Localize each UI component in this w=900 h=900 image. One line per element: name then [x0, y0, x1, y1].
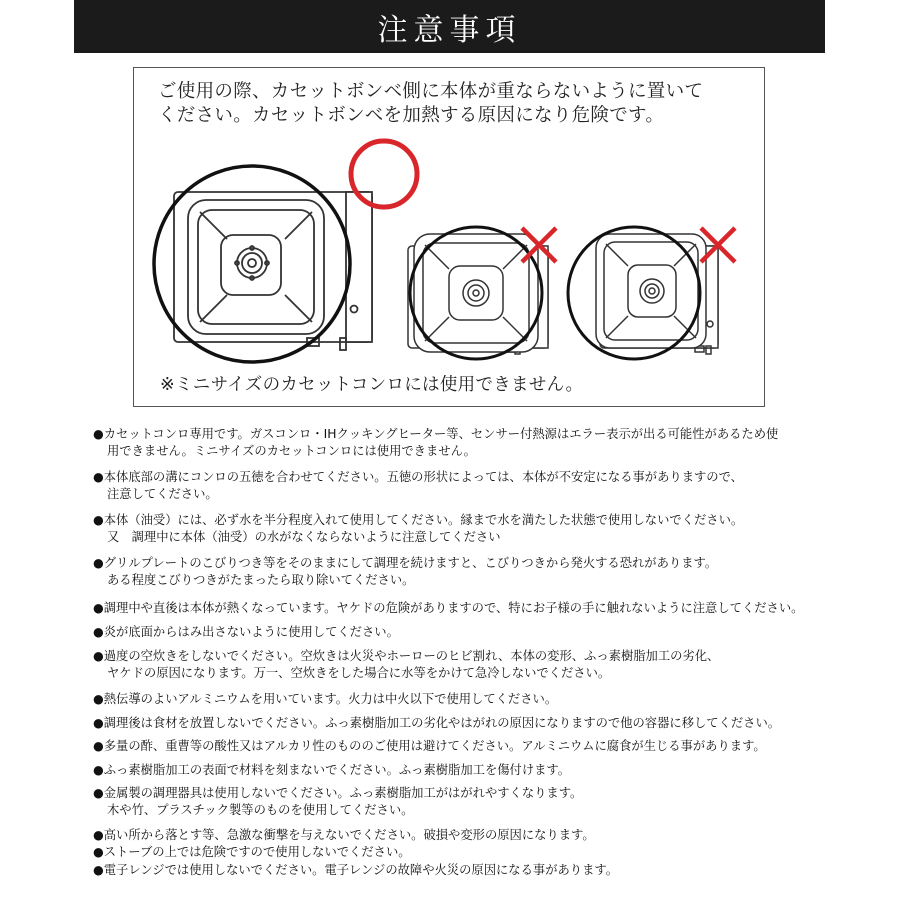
- bullet: ●: [93, 828, 104, 842]
- note-text: 本体底部の溝にコンロの五徳を合わせてください。五徳の形状によっては、本体が不安定になる事がありますので、: [103, 470, 743, 484]
- note-text: 調理後は食材を放置しないでください。ふっ素樹脂加工の劣化やはがれの原因になりますので他の容器に移してください。: [103, 716, 781, 730]
- correct-placement: [154, 166, 372, 362]
- note-line: [93, 762, 570, 779]
- caution-footnote: ※ミニサイズのカセットコンロには使用できません。: [160, 375, 584, 395]
- bullet: ●: [93, 716, 104, 730]
- note-item: [93, 555, 717, 589]
- note-line: [93, 665, 719, 682]
- incorrect-placement-2: [568, 227, 718, 359]
- note-text: ストーブの上では危険ですので使用しないでください。: [103, 845, 411, 859]
- note-item: [93, 844, 411, 861]
- bullet: ●: [93, 513, 104, 527]
- note-line: [93, 785, 582, 802]
- note-line: [93, 469, 743, 486]
- bullet: ●: [93, 470, 104, 484]
- caution-line: ご使用の際、カセットボンベ側に本体が重ならないように置いて: [158, 81, 704, 102]
- note-text: 金属製の調理器具は使用しないでください。ふっ素樹脂加工がはがれやすくなります。: [103, 786, 583, 800]
- bullet: ●: [93, 601, 104, 615]
- note-line: [93, 844, 411, 861]
- bullet: ●: [93, 625, 104, 639]
- note-item: [93, 827, 595, 844]
- note-text: 高い所から落とす等、急激な衝撃を与えないでください。破損や変形の原因になります。: [103, 828, 595, 842]
- note-text: グリルプレートのこびりつき等をそのままにして調理を続けますと、こびりつきから発火する恐れがあります。: [103, 556, 718, 570]
- note-item: [93, 426, 778, 460]
- note-text: 本体（油受）には、必ず水を半分程度入れて使用してください。縁まで水を満たした状態で使用しないでください。: [103, 513, 744, 527]
- note-text: 又 調理中に本体（油受）の水がなくならないように注意してください: [107, 530, 501, 544]
- note-item: [93, 862, 618, 879]
- bullet: ●: [93, 786, 104, 800]
- note-line: [93, 512, 743, 529]
- note-line: [93, 738, 766, 755]
- caution-box: [133, 67, 765, 407]
- note-text: 用できません。ミニサイズのカセットコンロには使用できません。: [107, 444, 476, 458]
- note-text: ふっ素樹脂加工の表面で材料を刻まないでください。ふっ素樹脂加工を傷付けます。: [103, 763, 571, 777]
- page-title: 注意事項: [377, 12, 522, 48]
- bullet: ●: [93, 556, 104, 570]
- note-item: [93, 624, 399, 641]
- page-title-bar: [74, 0, 825, 53]
- note-text: ヤケドの原因になります。万一、空炊きをした場合に水等をかけて急冷しないでください。: [107, 666, 611, 680]
- note-text: 電子レンジでは使用しないでください。電子レンジの故障や火災の原因になる事があります。: [103, 863, 618, 877]
- note-line: [93, 802, 582, 819]
- note-text: 炎が底面からはみ出さないように使用してください。: [103, 625, 399, 639]
- note-item: [93, 600, 803, 617]
- note-text: 過度の空炊きをしないでください。空炊きは火災やホーローのヒビ割れ、本体の変形、ふっ素樹脂加工の劣化、: [103, 649, 720, 663]
- note-item: [93, 738, 766, 755]
- note-text: カセットコンロ専用です。ガスコンロ・IHクッキングヒーター等、センサー付熱源はエラー表示が出る可能性があるため使: [103, 427, 779, 441]
- note-line: [93, 862, 618, 879]
- bullet: ●: [93, 692, 104, 706]
- note-line: [93, 555, 717, 572]
- bullet: ●: [93, 845, 104, 859]
- note-text: 熱伝導のよいアルミニウムを用いています。火力は中火以下で使用してください。: [103, 692, 558, 706]
- bullet: ●: [93, 427, 104, 441]
- bullet: ●: [93, 649, 104, 663]
- note-item: [93, 512, 743, 546]
- note-item: [93, 648, 719, 682]
- note-text: ある程度こびりつきがたまったら取り除いてください。: [107, 573, 415, 587]
- note-line: [93, 486, 743, 503]
- note-line: [93, 691, 557, 708]
- note-text: 木や竹、プラスチック製等のものを使用してください。: [107, 803, 414, 817]
- note-item: [93, 762, 570, 779]
- note-line: [93, 624, 399, 641]
- note-line: [93, 715, 780, 732]
- note-line: [93, 529, 743, 546]
- note-item: [93, 691, 557, 708]
- note-line: [93, 572, 717, 589]
- note-line: [93, 827, 595, 844]
- note-text: 多量の酢、重曹等の酸性又はアルカリ性のもののご使用は避けてください。アルミニウムに腐食が生じる事があります。: [103, 739, 766, 753]
- note-text: 注意してください。: [107, 487, 218, 501]
- incorrect-placement-1: [408, 227, 548, 359]
- caution-line: ください。カセットボンベを加熱する原因になり危険です。: [158, 105, 665, 126]
- circle-icon: [351, 141, 417, 207]
- bullet: ●: [93, 739, 104, 753]
- note-line: [93, 600, 803, 617]
- note-line: [93, 426, 778, 443]
- placement-illustration: [134, 68, 766, 408]
- bullet: ●: [93, 863, 104, 877]
- note-line: [93, 443, 778, 460]
- bullet: ●: [93, 763, 104, 777]
- note-item: [93, 469, 743, 503]
- note-line: [93, 648, 719, 665]
- note-text: 調理中や直後は本体が熱くなっています。ヤケドの危険がありますので、特にお子様の手に触れないように注意してください。: [103, 601, 804, 615]
- note-item: [93, 785, 582, 819]
- note-item: [93, 715, 780, 732]
